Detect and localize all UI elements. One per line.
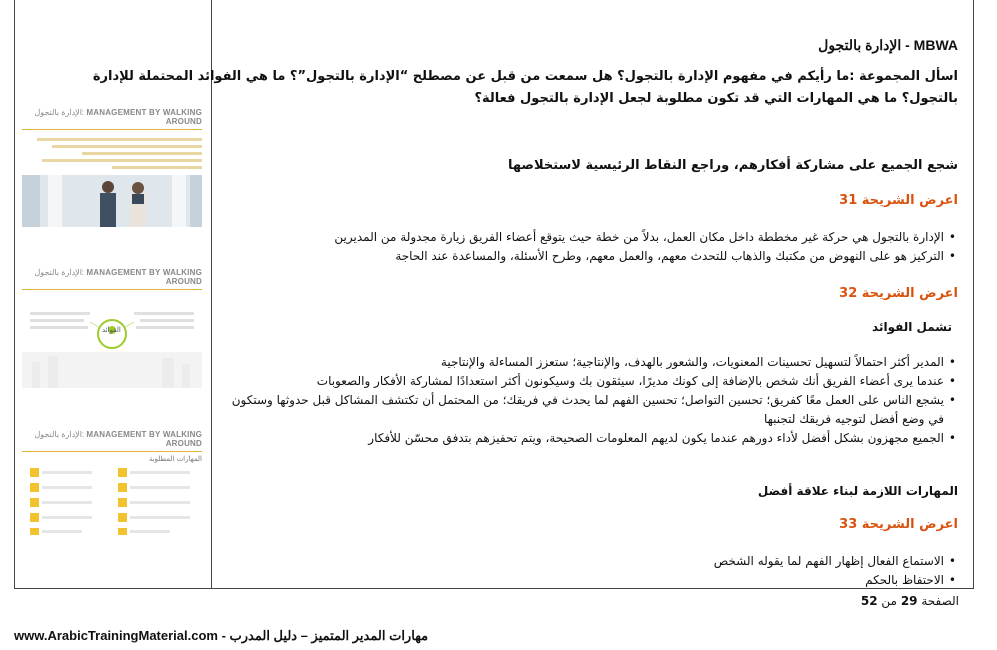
list-item: • يشجع الناس على العمل معًا كفريق؛ تحسين التواصل؛ تحسين الفهم لما يحدث في فريقك؛ من المحتمل أن تكتشف المشاكل قبل حدوثها وستكون في وضع أفضل لتوجيه فريقك لتجنبها [228,391,944,429]
office-photo [22,175,202,227]
footer-text: www.ArabicTrainingMaterial.com - مهارات المدير المتميز – دليل المدرب [14,628,429,643]
list-item: • الجميع مجهزون بشكل أفضل لأداء دورهم عندما يكون لديهم المعلومات الصحيحة، ويتم تحفيزهم بتدفق محسّن للأفكار [228,429,944,448]
slide-thumbnail-31 [22,108,202,218]
skills-subtitle: المهارات المطلوبة [148,455,202,463]
slide-header: الإدارة بالتجول: MANAGEMENT BY WALKING AROUND [34,430,202,448]
group-question-line-2: بالتجول؟ ما هي المهارات التي قد تكون مطلوبة لجعل الإدارة بالتجول فعالة؟ [474,91,958,106]
list-item: • الإدارة بالتجول هي حركة غير مخططة داخل مكان العمل، بدلاً من خطة حيث يتوقع أعضاء الفريق زيارة مجدولة من المديرين [228,228,944,247]
column-divider [211,0,212,588]
group-question-line-1: اسأل المجموعة :ما رأيكم في مفهوم الإدارة بالتجول؟ هل سمعت من قبل عن مصطلح “الإدارة بالتجول”؟ ما هي الفوائد المحتملة للإدارة [92,69,958,84]
slide-31-label: اعرض الشريحة 31 [839,193,958,208]
list-item: • الاحتفاظ بالحكم [228,571,944,590]
skills-heading: المهارات اللازمة لبناء علاقة أفضل [757,484,958,498]
slide-31-bullets [228,228,958,266]
slide-33-bullets [228,552,958,590]
slide-33-label: اعرض الشريحة 33 [839,517,958,532]
benefits-diagram [22,292,202,388]
list-item: • عندما يرى أعضاء الفريق أنك شخص بالإضافة إلى كونك مديرًا، سيثقون بك وسيكونون أكثر استعدادًا لمشاركة الأفكار والصعوبات [228,372,944,391]
list-item: • التركيز هو على النهوض من مكتبك والذهاب للتحدث معهم، والعمل معهم، وطرح الأسئلة، والمساعدة عند الحاجة [228,247,944,266]
slide-thumbnail-33 [22,430,202,530]
slide-thumbnail-32 [22,268,202,378]
page-number: الصفحة 29 من 52 [860,594,959,608]
slide-header: الإدارة بالتجول: MANAGEMENT BY WALKING AROUND [34,108,202,126]
list-item: • المدير أكثر احتمالاً لتسهيل تحسينات المعنويات، والشعور بالهدف، والإنتاجية؛ ستعزز المساءلة والإنتاجية [228,353,944,372]
list-item: • الاستماع الفعال إظهار الفهم لما يقوله الشخص [228,552,944,571]
benefits-label: الفوائد [102,326,121,334]
benefits-heading: تشمل الفوائد [872,320,952,334]
slide-header: الإدارة بالتجول: MANAGEMENT BY WALKING AROUND [34,268,202,286]
encourage-instruction: شجع الجميع على مشاركة أفكارهم، وراجع النقاط الرئيسية لاستخلاصها [507,158,958,173]
slide-32-label: اعرض الشريحة 32 [839,286,958,301]
skills-icon-grid [22,466,202,536]
slide-32-bullets [228,353,958,448]
section-title: MBWA - الإدارة بالتجول [818,37,958,53]
